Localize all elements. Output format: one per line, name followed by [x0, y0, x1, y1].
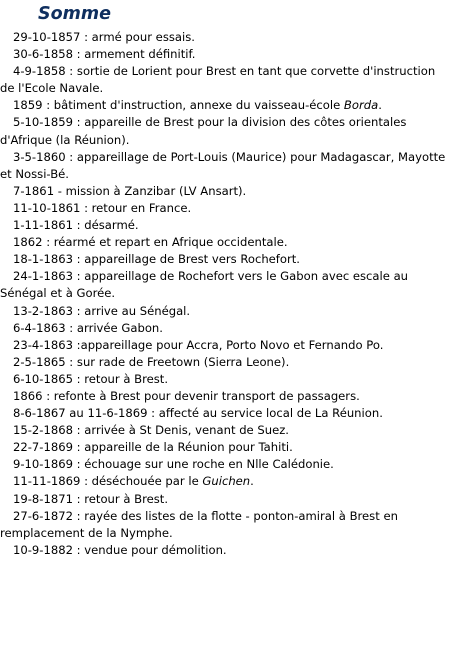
- chronology-entry: 4-9-1858 : sortie de Lorient pour Brest en tant que corvette d'instruction de l'Ecole Navale.: [0, 64, 436, 96]
- chronology-entry: 30-6-1858 : armement définitif.: [13, 47, 196, 62]
- chronology-entry: 10-9-1882 : vendue pour démolition.: [13, 542, 227, 557]
- chronology-entry: 1859 : bâtiment d'instruction, annexe du vaisseau-école Borda.: [13, 98, 382, 113]
- chronology-entry: 8-6-1867 au 11-6-1869 : affecté au service local de La Réunion.: [13, 406, 383, 421]
- chronology-entry: 1-11-1861 : désarmé.: [13, 218, 139, 233]
- chronology-list: [0, 29, 450, 559]
- chronology-entry: 27-6-1872 : rayée des listes de la flotte - ponton-amiral à Brest en remplacement de la Nymphe.: [0, 508, 398, 540]
- chronology-entry: 24-1-1863 : appareillage de Rochefort vers le Gabon avec escale au Sénégal et à Gorée.: [0, 269, 409, 301]
- chronology-entry: 3-5-1860 : appareillage de Port-Louis (Maurice) pour Madagascar, Mayotte et Nossi-Bé.: [0, 149, 446, 181]
- chronology-entry: 15-2-1868 : arrivée à St Denis, venant de Suez.: [13, 423, 289, 438]
- chronology-entry: 6-10-1865 : retour à Brest.: [13, 371, 169, 386]
- chronology-entry: 18-1-1863 : appareillage de Brest vers Rochefort.: [13, 252, 300, 267]
- chronology-entry: 22-7-1869 : appareille de la Réunion pour Tahiti.: [13, 440, 293, 455]
- chronology-entry: 13-2-1863 : arrive au Sénégal.: [13, 303, 191, 318]
- page-title: Somme: [38, 4, 111, 24]
- chronology-entry: 6-4-1863 : arrivée Gabon.: [13, 320, 163, 335]
- chronology-entry: 2-5-1865 : sur rade de Freetown (Sierra Leone).: [13, 354, 290, 369]
- ship-name: Borda: [343, 98, 379, 113]
- chronology-entry: 11-10-1861 : retour en France.: [13, 200, 192, 215]
- chronology-entry: 11-11-1869 : déséchouée par le Guichen.: [13, 474, 254, 489]
- chronology-entry: 23-4-1863 :appareillage pour Accra, Porto Novo et Fernando Po.: [13, 337, 384, 352]
- chronology-entry: 1862 : réarmé et repart en Afrique occidentale.: [13, 235, 288, 250]
- chronology-entry: 29-10-1857 : armé pour essais.: [13, 30, 195, 44]
- chronology-entry: 19-8-1871 : retour à Brest.: [13, 491, 169, 506]
- chronology-entry: 9-10-1869 : échouage sur une roche en Nlle Calédonie.: [13, 457, 334, 472]
- ship-name: Guichen: [202, 474, 251, 489]
- chronology-entry: 1866 : refonte à Brest pour devenir transport de passagers.: [13, 388, 360, 403]
- chronology-entry: 7-1861 - mission à Zanzibar (LV Ansart).: [13, 183, 247, 198]
- chronology-entry: 5-10-1859 : appareille de Brest pour la division des côtes orientales d'Afrique (la Réunion).: [0, 115, 407, 147]
